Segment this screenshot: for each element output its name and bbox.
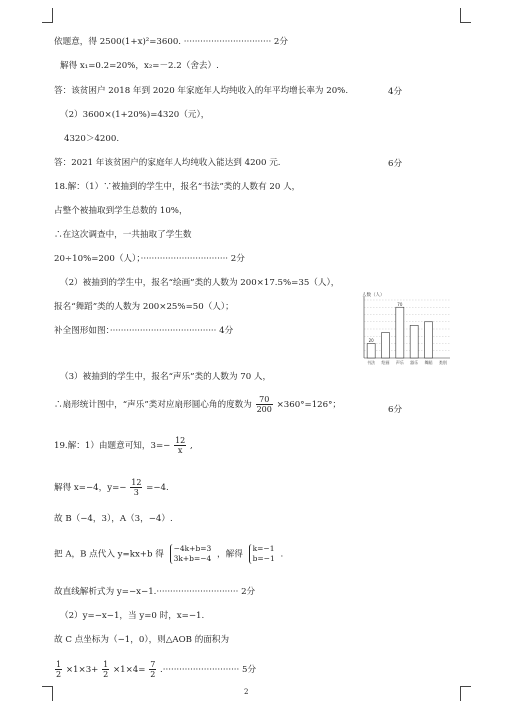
text-line-1: 依题意，得 2500(1+x)²=3600. ································ 2分: [54, 37, 288, 47]
corner-mark-top-left: [42, 8, 53, 23]
text-line-13: 补全图形如图：······································· 4分: [54, 326, 234, 336]
frac-num: 1: [103, 660, 109, 669]
text-line-15: [54, 395, 341, 414]
text-19b: ，解得: [217, 549, 243, 560]
text-line-18: 故 B（−4，3），A（3，−4）.: [54, 514, 173, 524]
frac-den: x: [177, 446, 183, 455]
text-line-19: [54, 544, 283, 564]
text-23m3: .···························· 5分: [160, 665, 257, 675]
text-line-21: （2）y=−x−1，当 y=0 时，x=−1.: [60, 611, 205, 621]
text-line-10: 20÷10%=200（人）；································ 2分: [54, 254, 245, 264]
text-line-9: ∴在这次调查中，一共抽取了学生数: [54, 230, 192, 240]
text-line-4: （2）3600×(1+20%)=4320（元），: [60, 110, 210, 120]
frac-den: 3: [133, 488, 139, 497]
chart-bar-声乐: [396, 307, 404, 358]
text-17b: =−4.: [146, 483, 169, 493]
text-line-20: 故直线解析式为 y=−x−1.······························ 2分: [54, 587, 256, 597]
eq1: −4k+b=3: [173, 544, 212, 553]
text-15a: ∴扇形统计图中，“声乐”类对应扇形圆心角的度数为: [54, 400, 252, 410]
fraction-12-3: [130, 478, 142, 497]
chart-tick-label: 类别: [438, 360, 447, 365]
equation-system: [170, 544, 212, 564]
frac-den: 200: [256, 405, 272, 414]
text-line-7: 18.解：（1）∵被抽到的学生中，报名“书法”类的人数有 20 人，: [54, 182, 301, 192]
frac-num: 70: [256, 395, 273, 405]
sol2: b=−1: [252, 554, 275, 563]
text-line-14: （3）被抽到的学生中，报名“声乐”类的人数为 70 人，: [60, 372, 272, 382]
text-line-23: [54, 660, 256, 679]
fraction-1-2: [102, 660, 109, 679]
text-line-11: （2）被抽到的学生中，报名“绘画”类的人数为 200×17.5%=35（人），: [60, 278, 340, 288]
text-line-8: 占整个被抽取到学生总数的 10%，: [54, 206, 188, 216]
chart-bar-器乐: [410, 325, 418, 358]
chart-tick-label: 舞蹈: [424, 360, 433, 365]
eq2: 3k+b=−4: [173, 554, 212, 563]
chart-tick-label: 声乐: [395, 360, 404, 365]
score-15: 6分: [388, 405, 403, 415]
corner-mark-bottom-right: [460, 686, 471, 701]
text-17a: 解得 x=−4，y=−: [54, 483, 127, 493]
text-line-2: 解得 x₁=0.2=20%，x₂=－2.2（舍去）.: [60, 61, 219, 71]
text-15b: ×360°=126°；: [276, 400, 342, 410]
text-23m1: ×1×3+: [65, 665, 99, 675]
chart-data-label: 20: [368, 338, 374, 343]
frac-den: 2: [103, 670, 109, 679]
bar-chart: [354, 290, 458, 370]
frac-num: 12: [131, 478, 142, 487]
fraction-12-x: [174, 436, 186, 455]
text-line-6: 答：2021 年该贫困户的家庭年人均纯收入能达到 4200 元.: [54, 158, 281, 168]
chart-bar-绘画: [381, 333, 389, 358]
frac-num: 7: [150, 660, 156, 669]
page-number: 2: [244, 688, 249, 696]
frac-den: 2: [150, 670, 156, 679]
corner-mark-bottom-left: [42, 686, 53, 701]
frac-num: 1: [56, 660, 62, 669]
text-23m2: ×1×4=: [112, 665, 146, 675]
fraction-70-200: [256, 395, 273, 414]
chart-tick-label: 书法: [367, 360, 376, 365]
chart-bar-舞蹈: [424, 322, 432, 358]
corner-mark-top-right: [460, 8, 471, 23]
chart-tick-label: 器乐: [410, 360, 419, 365]
text-line-16: [54, 436, 193, 455]
solution-system: [249, 544, 275, 564]
text-19c: .: [280, 549, 284, 560]
chart-tick-label: 绘画: [381, 360, 390, 365]
sol1: k=−1: [252, 544, 275, 553]
text-line-5: 4320＞4200.: [64, 134, 120, 144]
chart-data-label: 70: [397, 301, 403, 307]
text-line-12: 报名“舞蹈”类的人数为 200×25%=50（人）；: [54, 302, 234, 312]
fraction-7-2: [149, 660, 156, 679]
frac-den: 2: [56, 670, 62, 679]
chart-ylabel: 人数（人）: [362, 293, 385, 298]
score-3: 4分: [388, 87, 403, 97]
chart-bar-书法: [367, 344, 375, 359]
fraction-1-2: [55, 660, 62, 679]
frac-num: 12: [175, 436, 186, 445]
text-line-17: [54, 478, 169, 497]
text-line-22: 故 C 点坐标为（−1，0），则△AOB 的面积为: [54, 635, 230, 645]
text-19a: 把 A，B 点代入 y=kx+b 得: [54, 549, 164, 560]
text-16a: 19.解：1）由题意可知，3=−: [54, 441, 171, 451]
text-16b: ,: [190, 441, 193, 451]
score-6: 6分: [388, 159, 403, 169]
text-line-3: 答：该贫困户 2018 年到 2020 年家庭年人均纯收入的年平均增长率为 20%.: [54, 86, 349, 96]
